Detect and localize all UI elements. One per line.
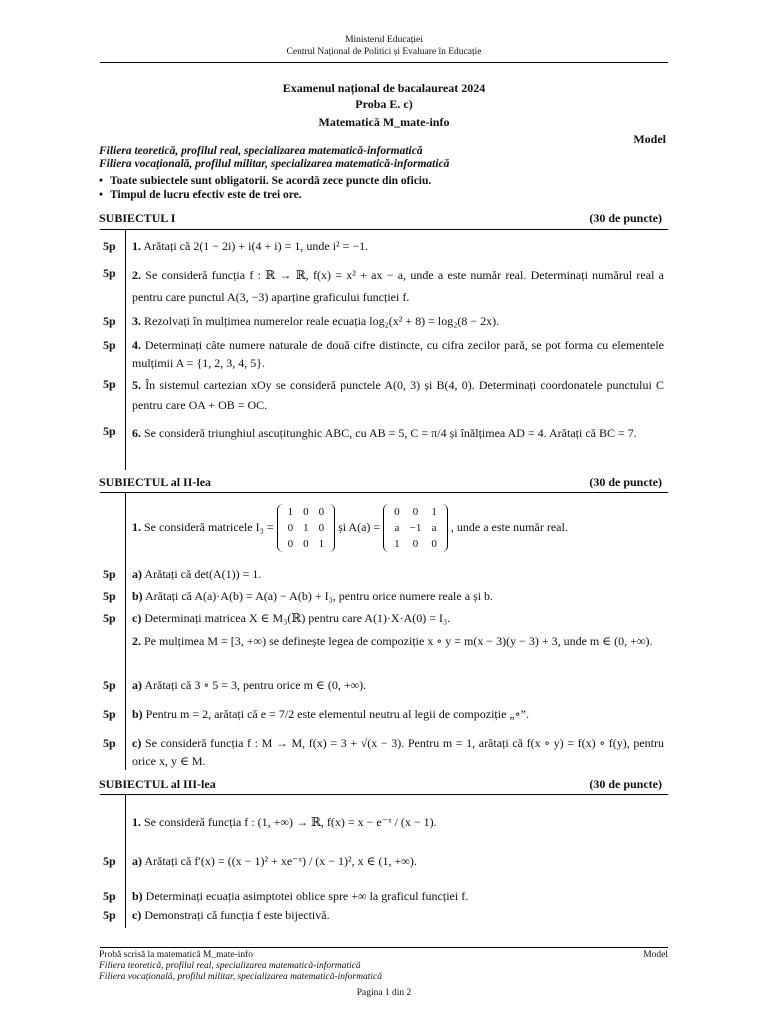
section-2-header — [99, 475, 662, 490]
ministry-name: Ministerul Educației — [345, 35, 423, 45]
matrix-intro-mid: și A(a) = — [338, 520, 381, 534]
footer-line-2: Filiera teoretică, profilul real, specializarea matematică-informatică — [99, 961, 361, 971]
item-number: 3. — [132, 314, 141, 328]
item-points: 5p — [103, 589, 116, 603]
exam-title: Examenul național de bacalaureat 2024 — [282, 81, 486, 95]
section-1-vline — [125, 230, 126, 470]
section-2-points: (30 de puncte) — [589, 475, 662, 489]
item-number: 2. — [132, 268, 141, 282]
matrix-intro-pre: Se consideră matricele I₃ = — [144, 520, 274, 534]
section-1-title: SUBIECTUL I — [99, 211, 176, 225]
bullet-1: • Toate subiectele sunt obligatorii. Se acordă zece puncte din oficiu. — [99, 175, 431, 187]
item-points: 5p — [103, 908, 116, 922]
item-number: 5. — [132, 378, 141, 392]
filiere-block — [99, 145, 449, 171]
page-number: Pagina 1 din 2 — [356, 988, 412, 998]
section-2-title: SUBIECTUL al II-lea — [99, 475, 212, 489]
item-letter: a) — [132, 678, 142, 692]
problem-2-text: Pe mulțimea M = [3, +∞) se definește legea de compoziție x ∘ y = m(x − 3)(y − 3) + 3, unde m ∈ (0, +∞). — [144, 634, 653, 648]
item-text: Arătați că A(a)·A(b) = A(a) − A(b) + I₃, pentru orice numere reale a și b. — [145, 589, 494, 603]
item-letter: c) — [132, 611, 142, 625]
footer-rule — [100, 947, 668, 948]
item-letter: c) — [132, 736, 142, 750]
item-points: 5p — [103, 707, 116, 721]
filiera-1: Filiera teoretică, profilul real, specializarea matematică-informatică — [99, 145, 423, 157]
item-text: Arătați că det(A(1)) = 1. — [144, 567, 262, 581]
exam-titles — [0, 80, 768, 130]
item-text: Se consideră funcția f : M → M, f(x) = 3 + √(x − 3). Pentru m = 1, arătați că f(x ∘ y) = f(x) ∘ f(y), pentru orice x, y ∈ M. — [132, 736, 664, 768]
item-points: 5p — [103, 736, 116, 750]
footer-line-1: Probă scrisă la matematică M_mate-info — [99, 950, 254, 960]
section-3-points: (30 de puncte) — [589, 777, 662, 791]
item-number: 6. — [132, 426, 141, 440]
item-points: 5p — [103, 338, 116, 352]
header-divider — [100, 62, 668, 63]
section-3-title: SUBIECTUL al III-lea — [99, 777, 216, 791]
section-1-header — [99, 211, 662, 226]
header-institution — [0, 34, 768, 58]
footer-model: Model — [643, 950, 668, 960]
item-points: 5p — [103, 567, 116, 581]
item-points: 5p — [103, 854, 116, 868]
footer — [99, 950, 668, 983]
matrix-intro-post: , unde a este număr real. — [450, 520, 568, 534]
item-text: Determinați ecuația asimptotei oblice spre +∞ la graficul funcției f. — [145, 889, 469, 903]
item-points: 5p — [103, 239, 116, 253]
problem-number: 1. — [132, 815, 141, 829]
problem-number: 2. — [132, 634, 141, 648]
item-points: 5p — [103, 678, 116, 692]
section-1-top-rule — [100, 229, 668, 230]
section-3-top-rule — [100, 794, 668, 795]
section-2-top-rule — [100, 492, 668, 493]
item-letter: a) — [132, 567, 142, 581]
item-text: Pentru m = 2, arătați că e = 7/2 este elementul neutru al legii de compoziție „∘”. — [145, 707, 529, 721]
item-points: 5p — [103, 266, 116, 280]
model-label: Model — [633, 132, 666, 146]
item-number: 4. — [132, 338, 141, 352]
item-text: În sistemul cartezian xOy se consideră punctele A(0, 3) și B(4, 0). Determinați coordonatele punctului C pentru care OA + OB = OC. — [132, 378, 665, 412]
item-text: Se consideră funcția f : ℝ → ℝ, f(x) = x² + ax − a, unde a este număr real. Determinați numărul real a pentru care punctul A(3, −3) aparține graficului funcției f. — [132, 268, 664, 304]
item-points: 5p — [103, 314, 116, 328]
item-letter: b) — [132, 589, 143, 603]
center-name: Centrul Național de Politici și Evaluare în Educație — [286, 47, 482, 57]
item-text: Demonstrați că funcția f este bijectivă. — [144, 908, 330, 922]
bullet-2: • Timpul de lucru efectiv este de trei ore. — [99, 189, 302, 201]
problem-number: 1. — [132, 520, 141, 534]
section-3-header — [99, 777, 662, 792]
item-text: Arătați că 3 ∘ 5 = 3, pentru orice m ∈ (0, +∞). — [144, 678, 367, 692]
item-letter: b) — [132, 889, 143, 903]
matrix-I3: 1 0 0 0 1 0 0 0 1 — [277, 504, 336, 552]
item-number: 1. — [132, 239, 141, 253]
item-letter: b) — [132, 707, 143, 721]
item-letter: a) — [132, 854, 142, 868]
subject-title: Matematică M_mate-info — [318, 115, 450, 129]
item-points: 5p — [103, 611, 116, 625]
item-text: Arătați că f′(x) = ((x − 1)² + xe⁻ˣ) / (x − 1)², x ∈ (1, +∞). — [144, 854, 417, 868]
item-text: Determinați câte numere naturale de două cifre distincte, cu cifra zecilor pară, se pot forma cu elementele mulțimii A = {1, 2, 3, 4, 5}. — [132, 338, 665, 370]
item-text: Arătați că 2(1 − 2i) + i(4 + i) = 1, unde i² = −1. — [143, 239, 369, 253]
item-points: 5p — [103, 889, 116, 903]
footer-line-3: Filiera vocațională, profilul militar, specializarea matematică-informatică — [99, 972, 382, 982]
proba-title: Proba E. c) — [355, 97, 413, 111]
item-text: Se consideră triunghiul ascuțitunghic ABC, cu AB = 5, C = π/4 și înălțimea AD = 4. Arătați că BC = 7. — [144, 426, 637, 440]
item-points: 5p — [103, 424, 116, 438]
matrix-A: 0 0 1 a −1 a 1 0 0 — [383, 504, 448, 552]
item-letter: c) — [132, 908, 142, 922]
item-text: Rezolvați în mulțimea numerelor reale ecuația log₂(x² + 8) = log₂(8 − 2x). — [144, 314, 500, 328]
s2-problem-1-intro — [99, 499, 664, 559]
section-3-vline — [125, 795, 126, 928]
item-points: 5p — [103, 377, 116, 391]
filiera-2: Filiera vocațională, profilul militar, specializarea matematică-informatică — [99, 158, 450, 170]
section-1-points: (30 de puncte) — [589, 211, 662, 225]
item-text: Determinați matricea X ∈ M₃(ℝ) pentru care A(1)·X·A(0) = I₃. — [144, 611, 451, 625]
problem-text: Se consideră funcția f : (1, +∞) → ℝ, f(x) = x − e⁻ˣ / (x − 1). — [144, 815, 437, 829]
